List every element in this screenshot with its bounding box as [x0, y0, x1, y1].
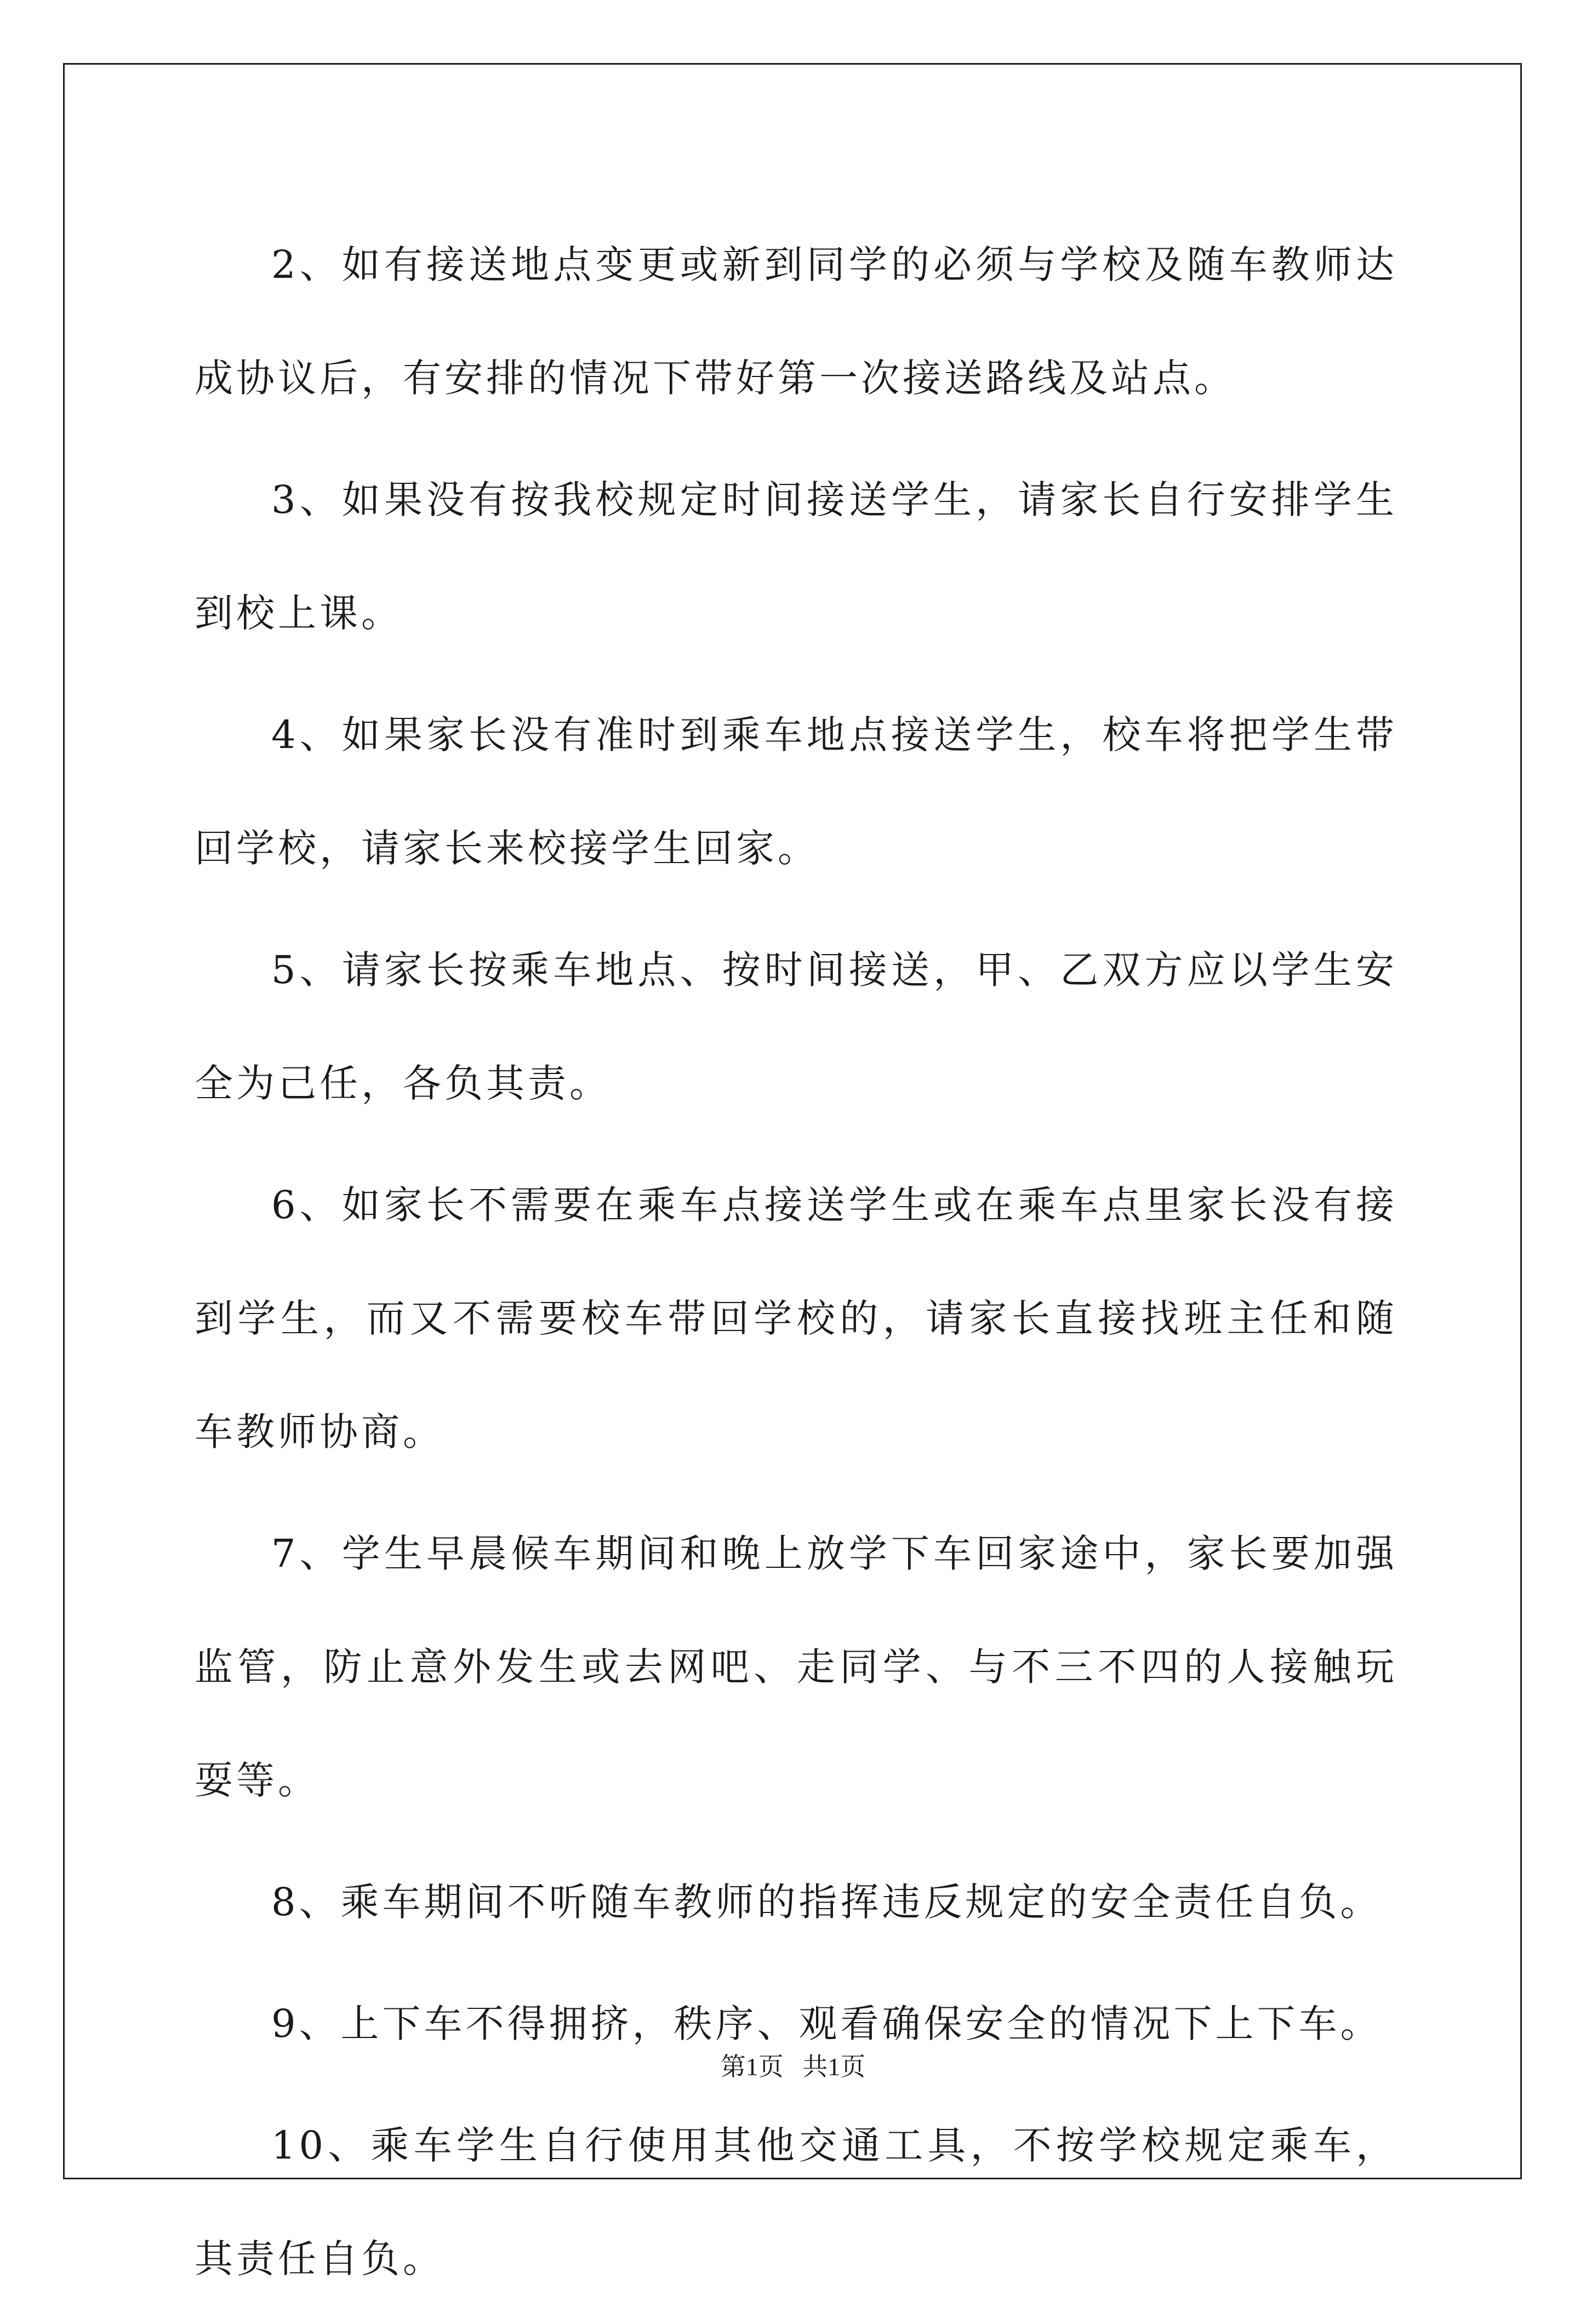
paragraph-item-8: 8、乘车期间不听随车教师的指挥违反规定的安全责任自负。	[271, 1880, 1382, 1925]
page-footer: 第1页 共1页	[720, 2053, 866, 2081]
paragraph-item-5: 5、请家长按乘车地点、按时间接送，甲、乙双方应以学生安全为己任，各负其责。	[195, 947, 1397, 1106]
document-body	[195, 208, 1397, 2324]
paragraph-item-10: 10、乘车学生自行使用其他交通工具，不按学校规定乘车，其责任自负。	[195, 2123, 1397, 2281]
paragraph-item-3: 3、如果没有按我校规定时间接送学生，请家长自行安排学生到校上课。	[195, 477, 1397, 636]
paragraph-item-7: 7、学生早晨候车期间和晚上放学下车回家途中，家长要加强监管，防止意外发生或去网吧、走同学、与不三不四的人接触玩耍等。	[195, 1531, 1397, 1803]
paragraph-item-2: 2、如有接送地点变更或新到同学的必须与学校及随车教师达成协议后，有安排的情况下带好第一次接送路线及站点。	[195, 242, 1397, 401]
paragraph-item-9: 9、上下车不得拥挤，秩序、观看确保安全的情况下上下车。	[271, 2001, 1382, 2046]
paragraph-item-6: 6、如家长不需要在乘车点接送学生或在乘车点里家长没有接到学生，而又不需要校车带回学校的，请家长直接找班主任和随车教师协商。	[195, 1183, 1397, 1454]
paragraph-item-4: 4、如果家长没有准时到乘车地点接送学生，校车将把学生带回学校，请家长来校接学生回家。	[195, 712, 1397, 871]
